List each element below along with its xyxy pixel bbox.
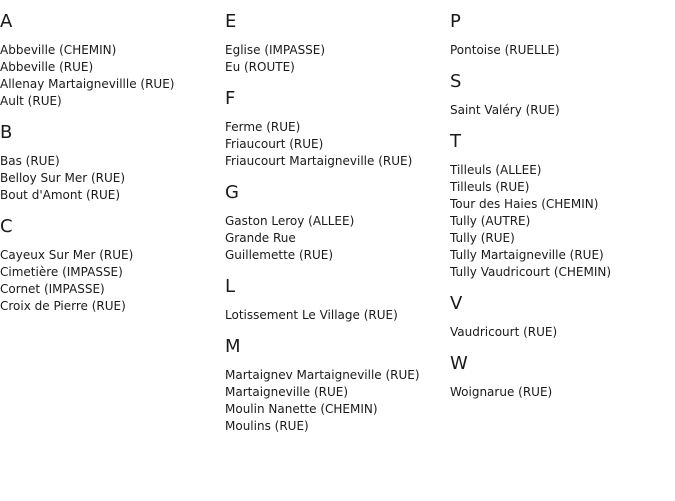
letter-heading: F (225, 88, 236, 109)
street-list (450, 102, 670, 119)
letter-group (225, 276, 445, 324)
street-list (0, 247, 220, 315)
street-link[interactable]: Abbeville (CHEMIN) (0, 43, 117, 57)
street-link[interactable]: Martaigneville (RUE) (225, 385, 349, 399)
letter-group (450, 11, 670, 59)
street-link[interactable]: Martaignev Martaigneville (RUE) (225, 368, 420, 382)
street-link[interactable]: Friaucourt (RUE) (225, 137, 324, 151)
letter-group (225, 88, 445, 170)
street-link[interactable]: Pontoise (RUELLE) (450, 43, 560, 57)
letter-group (225, 336, 445, 435)
street-index-column (225, 11, 445, 447)
letter-heading: T (450, 131, 461, 152)
street-link[interactable]: Tully Vaudricourt (CHEMIN) (450, 265, 612, 279)
street-link[interactable]: Moulins (RUE) (225, 419, 309, 433)
letter-group (450, 293, 670, 341)
street-link[interactable]: Tilleuls (RUE) (450, 180, 530, 194)
street-link[interactable]: Croix de Pierre (RUE) (0, 299, 126, 313)
letter-group (225, 11, 445, 76)
street-link[interactable]: Tilleuls (ALLEE) (450, 163, 542, 177)
street-link[interactable]: Friaucourt Martaigneville (RUE) (225, 154, 413, 168)
street-link[interactable]: Tully Martaigneville (RUE) (450, 248, 604, 262)
letter-group (0, 11, 220, 110)
street-link[interactable]: Ferme (RUE) (225, 120, 301, 134)
letter-heading: L (225, 276, 236, 297)
street-list (225, 307, 445, 324)
street-link[interactable]: Lotissement Le Village (RUE) (225, 308, 398, 322)
letter-group (0, 122, 220, 204)
street-list (450, 162, 670, 281)
street-list (225, 367, 445, 435)
street-list (225, 213, 445, 264)
street-link[interactable]: Bas (RUE) (0, 154, 60, 168)
street-link[interactable]: Cornet (IMPASSE) (0, 282, 105, 296)
street-list (450, 324, 670, 341)
letter-group (225, 182, 445, 264)
street-link[interactable]: Tully (RUE) (450, 231, 515, 245)
letter-heading: P (450, 11, 461, 32)
letter-group (0, 216, 220, 315)
street-link[interactable]: Woignarue (RUE) (450, 385, 553, 399)
street-link[interactable]: Ault (RUE) (0, 94, 62, 108)
street-list (0, 153, 220, 204)
street-link[interactable]: Vaudricourt (RUE) (450, 325, 558, 339)
letter-heading: W (450, 353, 468, 374)
letter-group (450, 353, 670, 401)
street-link[interactable]: Belloy Sur Mer (RUE) (0, 171, 126, 185)
letter-heading: S (450, 71, 462, 92)
letter-group (450, 131, 670, 281)
letter-heading: B (0, 122, 13, 143)
street-list (225, 119, 445, 170)
street-link[interactable]: Allenay Martaignevillle (RUE) (0, 77, 175, 91)
street-index-column (450, 11, 670, 413)
street-link[interactable]: Moulin Nanette (CHEMIN) (225, 402, 378, 416)
letter-group (450, 71, 670, 119)
street-link[interactable]: Saint Valéry (RUE) (450, 103, 560, 117)
street-link[interactable]: Grande Rue (225, 231, 296, 245)
street-link[interactable]: Tour des Haies (CHEMIN) (450, 197, 599, 211)
street-link[interactable]: Tully (AUTRE) (450, 214, 531, 228)
letter-heading: C (0, 216, 13, 237)
street-list (450, 384, 670, 401)
street-index-column (0, 11, 220, 327)
street-link[interactable]: Abbeville (RUE) (0, 60, 94, 74)
street-list (450, 42, 670, 59)
letter-heading: E (225, 11, 237, 32)
street-link[interactable]: Guillemette (RUE) (225, 248, 334, 262)
letter-heading: V (450, 293, 463, 314)
street-list (0, 42, 220, 110)
street-list (225, 42, 445, 76)
street-link[interactable]: Gaston Leroy (ALLEE) (225, 214, 355, 228)
street-link[interactable]: Eglise (IMPASSE) (225, 43, 326, 57)
street-link[interactable]: Bout d'Amont (RUE) (0, 188, 121, 202)
letter-heading: M (225, 336, 241, 357)
street-link[interactable]: Cayeux Sur Mer (RUE) (0, 248, 134, 262)
street-link[interactable]: Cimetière (IMPASSE) (0, 265, 123, 279)
street-link[interactable]: Eu (ROUTE) (225, 60, 295, 74)
letter-heading: A (0, 11, 13, 32)
letter-heading: G (225, 182, 239, 203)
